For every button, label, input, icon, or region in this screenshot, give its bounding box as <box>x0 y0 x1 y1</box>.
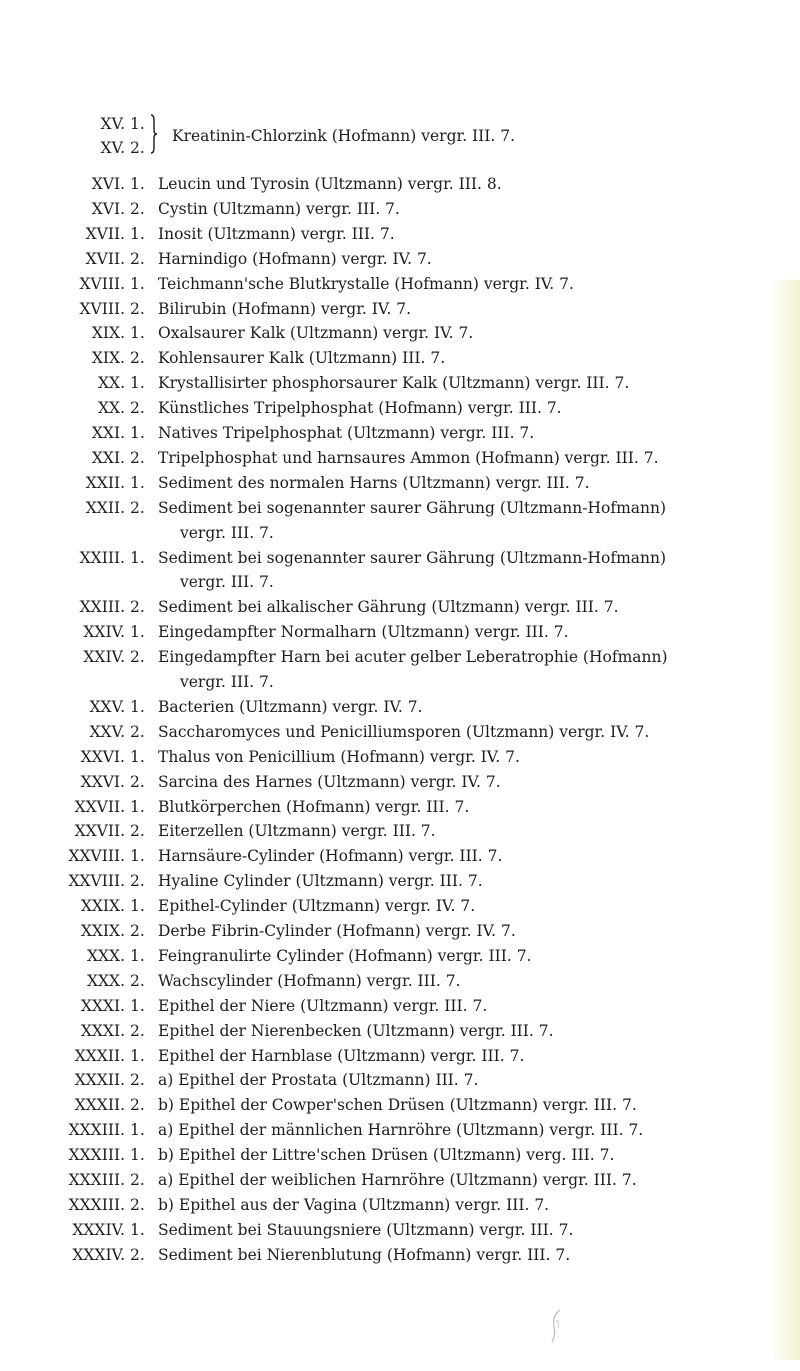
figure-number: 1. <box>130 697 145 716</box>
entry-text: Kreatinin-Chlorzink (Hofmann) vergr. III. 7. <box>172 127 516 145</box>
entry-text: Epithel-Cylinder (Ultzmann) vergr. IV. 7. <box>158 897 476 916</box>
list-item <box>0 844 800 869</box>
plate-number: XXV. <box>89 722 125 741</box>
figure-number: 2. <box>130 598 145 617</box>
list-item <box>0 894 800 919</box>
entry-text: a) Epithel der weiblichen Harnröhre (Ultzmann) vergr. III. 7. <box>158 1171 637 1189</box>
list-item <box>0 471 800 496</box>
list-item <box>0 396 800 421</box>
plate-number: XXI. <box>91 448 125 467</box>
entry-text: Sediment des normalen Harns (Ultzmann) vergr. III. 7. <box>158 473 590 492</box>
list-item <box>0 869 800 894</box>
entry-text: a) Epithel der Prostata (Ultzmann) III. 7. <box>158 1071 479 1090</box>
entry-text: Kohlensaurer Kalk (Ultzmann) III. 7. <box>158 349 446 368</box>
figure-number: 2. <box>130 971 145 990</box>
plate-number: XXVIII. <box>68 872 125 891</box>
plate-number: XXVII. <box>74 797 125 816</box>
list-item <box>0 1243 800 1268</box>
figure-number: 1. <box>130 747 145 766</box>
plate-number: XXVI. <box>80 747 125 766</box>
figure-number: 2. <box>130 498 145 517</box>
entry-text: Saccharomyces und Penicilliumsporen (Ultzmann) vergr. IV. 7. <box>158 722 650 741</box>
figure-number: 1. <box>130 274 145 293</box>
plate-number: XXIX. <box>80 922 125 940</box>
list-item <box>0 1093 800 1118</box>
entry-text: Feingranulirte Cylinder (Hofmann) vergr. III. 7. <box>158 946 532 965</box>
entry-text: Leucin und Tyrosin (Ultzmann) vergr. III. 8. <box>158 175 502 193</box>
figure-number: 2. <box>130 722 145 741</box>
plate-number: XXXIII. <box>68 1195 125 1214</box>
entry-continuation: vergr. III. 7. <box>180 523 274 542</box>
plate-number: XIX. <box>91 349 125 368</box>
list-item <box>0 321 800 346</box>
entry-text: Inosit (Ultzmann) vergr. III. 7. <box>158 224 395 243</box>
entry-text: Eiterzellen (Ultzmann) vergr. III. 7. <box>158 822 436 841</box>
plate-number: XXX. <box>86 946 125 965</box>
figure-number: 2. <box>130 822 145 841</box>
list-item <box>0 795 800 820</box>
list-item <box>0 595 800 620</box>
plate-number: XXII. <box>85 473 125 492</box>
list-item <box>0 1019 800 1044</box>
entry-text: Epithel der Nierenbecken (Ultzmann) vergr. III. 7. <box>158 1021 554 1040</box>
plate-number: XXXII. <box>74 1096 125 1115</box>
figure-number: 1. <box>130 623 145 642</box>
figure-number: 1. <box>130 1220 145 1239</box>
entry-text: Hyaline Cylinder (Ultzmann) vergr. III. 7. <box>158 872 483 891</box>
entry-text: Künstliches Tripelphosphat (Hofmann) vergr. III. 7. <box>158 399 562 418</box>
entry-text: Epithel der Niere (Ultzmann) vergr. III. 7. <box>158 996 488 1015</box>
figure-number: 1. <box>130 548 145 567</box>
list-item <box>0 446 800 471</box>
list-item <box>0 1168 800 1193</box>
list-item <box>0 247 800 272</box>
plate-number: XXI. <box>91 424 125 442</box>
figure-number: 2. <box>130 1245 145 1264</box>
entry-text: Sediment bei Stauungsniere (Ultzmann) vergr. III. 7. <box>158 1220 574 1239</box>
entry-text: Cystin (Ultzmann) vergr. III. 7. <box>158 199 400 218</box>
list-item <box>0 546 800 596</box>
figure-number: 1. <box>130 175 145 193</box>
entry-text: a) Epithel der männlichen Harnröhre (Ultzmann) vergr. III. 7. <box>158 1121 644 1140</box>
list-item <box>0 1218 800 1243</box>
list-item <box>0 1143 800 1168</box>
figure-number: 1. <box>130 897 145 916</box>
list-item <box>0 222 800 247</box>
entry-text: Eingedampfter Harn bei acuter gelber Leberatrophie (Hofmann) <box>158 648 668 667</box>
entry-text: Krystallisirter phosphorsaurer Kalk (Ultzmann) vergr. III. 7. <box>158 374 630 393</box>
figure-number: 1. <box>130 374 145 393</box>
figure-number: 2. <box>130 1021 145 1040</box>
entry-text: Sediment bei sogenannter saurer Gährung (Ultzmann-Hofmann) <box>158 548 667 567</box>
entry-text: Harnsäure-Cylinder (Hofmann) vergr. III. 7. <box>158 847 503 866</box>
list-item <box>0 819 800 844</box>
figure-number: 2. <box>130 139 145 157</box>
entry-text: Tripelphosphat und harnsaures Ammon (Hofmann) vergr. III. 7. <box>158 448 659 467</box>
list-item <box>0 969 800 994</box>
plate-number: XXXIII. <box>68 1146 125 1165</box>
figure-number: 1. <box>130 424 145 442</box>
plate-number: XXVIII. <box>68 847 125 866</box>
list-item <box>0 745 800 770</box>
figure-number: 1. <box>130 946 145 965</box>
figure-number: 1. <box>130 224 145 243</box>
entry-text: Harnindigo (Hofmann) vergr. IV. 7. <box>158 249 432 268</box>
plate-number: XXX. <box>86 971 125 990</box>
entry-text: Blutkörperchen (Hofmann) vergr. III. 7. <box>158 797 470 816</box>
list-item <box>0 1193 800 1218</box>
plate-number: XXXI. <box>80 996 125 1015</box>
figure-number: 2. <box>130 772 145 791</box>
figure-number: 2. <box>130 1195 145 1214</box>
list-item <box>0 994 800 1019</box>
entry-first <box>0 112 800 162</box>
list-item <box>0 197 800 222</box>
plate-number: XX. <box>98 399 125 418</box>
figure-number: 2. <box>130 1096 145 1115</box>
figure-number: 1. <box>130 324 145 343</box>
figure-number: 1. <box>130 473 145 492</box>
list-item <box>0 1044 800 1069</box>
entry-text: Sarcina des Harnes (Ultzmann) vergr. IV. 7. <box>158 772 501 791</box>
entry-text: Sediment bei alkalischer Gährung (Ultzmann) vergr. III. 7. <box>158 598 619 617</box>
plate-number: XX. <box>98 374 125 393</box>
entry-text: Sediment bei sogenannter saurer Gährung (Ultzmann-Hofmann) <box>158 498 667 517</box>
entry-text: Derbe Fibrin-Cylinder (Hofmann) vergr. IV. 7. <box>158 922 516 940</box>
plate-number: XV. <box>100 139 125 157</box>
entry-text: Bilirubin (Hofmann) vergr. IV. 7. <box>158 299 412 318</box>
entry-text: b) Epithel aus der Vagina (Ultzmann) vergr. III. 7. <box>158 1195 550 1214</box>
plate-number: XXII. <box>85 498 125 517</box>
plate-number: XXXIII. <box>68 1121 125 1140</box>
entry-text: Sediment bei Nierenblutung (Hofmann) vergr. III. 7. <box>158 1245 571 1264</box>
list-item <box>0 172 800 197</box>
list-item <box>0 645 800 695</box>
figure-number: 1. <box>130 1146 145 1165</box>
plate-number: XXXI. <box>80 1021 125 1040</box>
plate-number: XIX. <box>91 324 125 343</box>
figure-number: 2. <box>130 349 145 368</box>
entry-text: Thalus von Penicillium (Hofmann) vergr. IV. 7. <box>158 747 520 766</box>
plate-number: XXVI. <box>80 772 125 791</box>
figure-number: 2. <box>130 922 145 940</box>
plate-number: XXXII. <box>74 1046 125 1065</box>
figure-number: 2. <box>130 199 145 218</box>
entry-text: b) Epithel der Littre'schen Drüsen (Ultzmann) verg. III. 7. <box>158 1146 615 1165</box>
plate-number: XXXII. <box>74 1071 125 1090</box>
plate-number: XVIII. <box>79 274 125 293</box>
entry-text: Teichmann'sche Blutkrystalle (Hofmann) vergr. IV. 7. <box>158 274 574 293</box>
entry-continuation: vergr. III. 7. <box>180 573 274 592</box>
figure-number: 2. <box>130 1171 145 1189</box>
plate-number: XV. <box>100 115 125 133</box>
plate-number: XVII. <box>85 249 125 268</box>
figure-number: 2. <box>130 399 145 418</box>
entry-text: Epithel der Harnblase (Ultzmann) vergr. III. 7. <box>158 1046 525 1065</box>
list-item <box>0 770 800 795</box>
entry-text: b) Epithel der Cowper'schen Drüsen (Ultzmann) vergr. III. 7. <box>158 1096 637 1115</box>
plate-number: XXV. <box>89 697 125 716</box>
plate-number: XXXIV. <box>72 1220 125 1239</box>
list-item <box>0 944 800 969</box>
list-item <box>0 1118 800 1143</box>
figure-number: 1. <box>130 797 145 816</box>
entry-text: Bacterien (Ultzmann) vergr. IV. 7. <box>158 697 423 716</box>
entry-text: Wachscylinder (Hofmann) vergr. III. 7. <box>158 971 461 990</box>
figure-number: 1. <box>130 1046 145 1065</box>
list-item <box>0 720 800 745</box>
figure-number: 1. <box>130 115 145 133</box>
plate-number: XXIX. <box>80 897 125 916</box>
list-item <box>0 371 800 396</box>
plate-number: XXIII. <box>79 598 125 617</box>
plate-number: XXIII. <box>79 548 125 567</box>
list-item <box>0 695 800 720</box>
figure-number: 2. <box>130 648 145 667</box>
entry-continuation: vergr. III. 7. <box>180 672 274 691</box>
list-item <box>0 272 800 297</box>
plate-number: XVIII. <box>79 299 125 318</box>
figure-number: 2. <box>130 448 145 467</box>
figure-number: 1. <box>130 847 145 866</box>
entry-text: Eingedampfter Normalharn (Ultzmann) vergr. III. 7. <box>158 623 569 642</box>
list-item <box>0 620 800 645</box>
entry-text: Natives Tripelphosphat (Ultzmann) vergr. III. 7. <box>158 424 535 442</box>
figure-number: 2. <box>130 299 145 318</box>
plate-number: XVII. <box>85 224 125 243</box>
figure-number: 2. <box>130 872 145 891</box>
entry-text: Oxalsaurer Kalk (Ultzmann) vergr. IV. 7. <box>158 324 474 343</box>
plate-number: XVI. <box>91 199 125 218</box>
plate-number: XXIV. <box>83 648 125 667</box>
plate-number: XXXIII. <box>68 1171 125 1189</box>
figure-number: 1. <box>130 1121 145 1140</box>
figure-number: 2. <box>130 249 145 268</box>
pencil-mark <box>546 1306 566 1346</box>
list-item <box>0 346 800 371</box>
list-item <box>0 919 800 944</box>
plate-number: XXVII. <box>74 822 125 841</box>
list-item <box>0 496 800 546</box>
figure-number: 1. <box>130 996 145 1015</box>
curly-brace <box>150 114 158 154</box>
figure-number: 2. <box>130 1071 145 1090</box>
plate-number: XXXIV. <box>72 1245 125 1264</box>
plate-number: XXIV. <box>83 623 125 642</box>
list-item <box>0 421 800 446</box>
plate-number: XVI. <box>91 175 125 193</box>
list-item <box>0 297 800 322</box>
list-item <box>0 1068 800 1093</box>
